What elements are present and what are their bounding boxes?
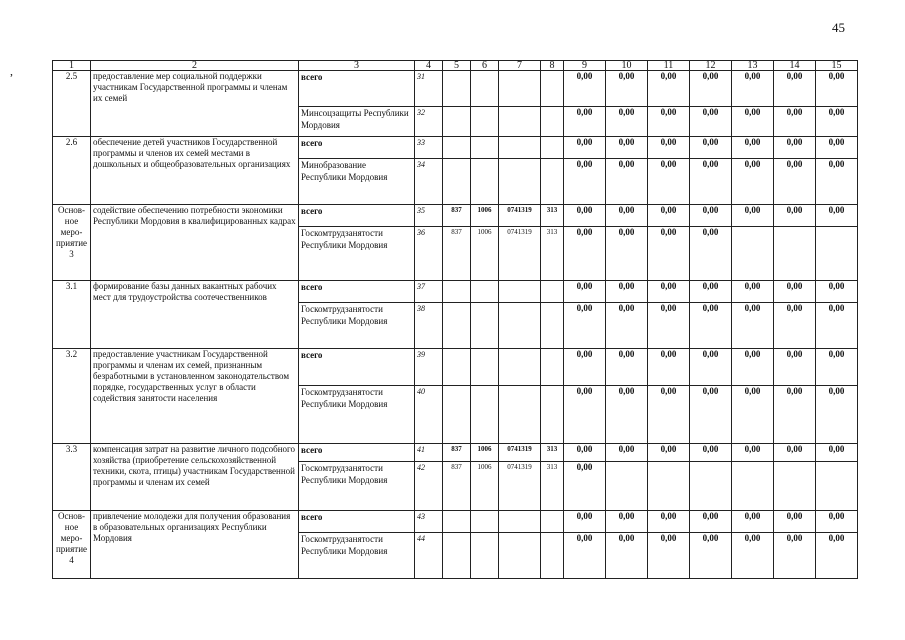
value-col-12: 0,00	[690, 511, 732, 533]
row-number: 31	[415, 71, 443, 107]
value-col-9: 0,00	[564, 349, 606, 386]
value-col-12: 0,00	[690, 71, 732, 107]
code-grbs	[443, 533, 471, 579]
code-vr	[541, 107, 564, 137]
responsible-executor: всего	[299, 281, 415, 303]
value-col-13: 0,00	[732, 71, 774, 107]
value-col-15: 0,00	[816, 107, 858, 137]
code-vr	[541, 281, 564, 303]
value-col-12: 0,00	[690, 349, 732, 386]
code-grbs	[443, 159, 471, 205]
responsible-executor: всего	[299, 511, 415, 533]
value-col-10: 0,00	[606, 107, 648, 137]
responsible-executor: Госкомтрудзанятости Республики Мордовия	[299, 303, 415, 349]
code-grbs	[443, 71, 471, 107]
code-rzpr	[471, 107, 499, 137]
code-grbs: 837	[443, 205, 471, 227]
row-number: 39	[415, 349, 443, 386]
value-col-12: 0,00	[690, 205, 732, 227]
code-grbs	[443, 107, 471, 137]
code-vr	[541, 159, 564, 205]
table-row	[53, 71, 858, 107]
header-cell-1: 1	[53, 61, 91, 71]
value-col-12: 0,00	[690, 386, 732, 444]
header-cell-15: 15	[816, 61, 858, 71]
value-col-12: 0,00	[690, 281, 732, 303]
value-col-10: 0,00	[606, 349, 648, 386]
value-col-14: 0,00	[774, 303, 816, 349]
row-number: 41	[415, 444, 443, 462]
value-col-15: 0,00	[816, 303, 858, 349]
value-col-9: 0,00	[564, 444, 606, 462]
code-grbs: 837	[443, 462, 471, 511]
value-col-11: 0,00	[648, 511, 690, 533]
code-grbs	[443, 386, 471, 444]
value-col-9: 0,00	[564, 137, 606, 159]
code-csr	[499, 511, 541, 533]
code-rzpr	[471, 137, 499, 159]
header-cell-4: 4	[415, 61, 443, 71]
code-grbs	[443, 349, 471, 386]
responsible-executor: Госкомтрудзанятости Республики Мордовия	[299, 533, 415, 579]
value-col-13: 0,00	[732, 444, 774, 462]
value-col-15	[816, 227, 858, 281]
responsible-executor: Госкомтрудзанятости Республики Мордовия	[299, 462, 415, 511]
page-number: 45	[832, 20, 845, 35]
code-csr: 0741319	[499, 205, 541, 227]
value-col-13: 0,00	[732, 107, 774, 137]
value-col-11: 0,00	[648, 227, 690, 281]
value-col-14: 0,00	[774, 159, 816, 205]
value-col-14	[774, 462, 816, 511]
value-col-15: 0,00	[816, 444, 858, 462]
code-vr	[541, 511, 564, 533]
value-col-10: 0,00	[606, 511, 648, 533]
value-col-10: 0,00	[606, 159, 648, 205]
value-col-13: 0,00	[732, 303, 774, 349]
value-col-14: 0,00	[774, 349, 816, 386]
header-cell-3: 3	[299, 61, 415, 71]
row-number: 35	[415, 205, 443, 227]
code-csr	[499, 281, 541, 303]
value-col-12	[690, 462, 732, 511]
value-col-11: 0,00	[648, 107, 690, 137]
code-grbs	[443, 303, 471, 349]
row-number: 38	[415, 303, 443, 349]
value-col-13	[732, 227, 774, 281]
value-col-13: 0,00	[732, 205, 774, 227]
code-rzpr	[471, 71, 499, 107]
value-col-9: 0,00	[564, 71, 606, 107]
code-rzpr	[471, 281, 499, 303]
value-col-15: 0,00	[816, 349, 858, 386]
value-col-10: 0,00	[606, 533, 648, 579]
row-number: 37	[415, 281, 443, 303]
value-col-14: 0,00	[774, 511, 816, 533]
value-col-15: 0,00	[816, 281, 858, 303]
value-col-11: 0,00	[648, 205, 690, 227]
responsible-executor: Госкомтрудзанятости Республики Мордовия	[299, 227, 415, 281]
code-vr: 313	[541, 227, 564, 281]
value-col-13: 0,00	[732, 511, 774, 533]
item-number: 3.2	[53, 349, 91, 444]
code-csr: 0741319	[499, 444, 541, 462]
item-number: 3.3	[53, 444, 91, 511]
value-col-13	[732, 462, 774, 511]
header-cell-10: 10	[606, 61, 648, 71]
value-col-13: 0,00	[732, 159, 774, 205]
responsible-executor: всего	[299, 205, 415, 227]
item-description: предоставление мер социальной поддержки участникам Государственной программы и членам их семей	[91, 71, 299, 137]
value-col-11: 0,00	[648, 137, 690, 159]
code-vr: 313	[541, 462, 564, 511]
value-col-12: 0,00	[690, 227, 732, 281]
responsible-executor: всего	[299, 349, 415, 386]
code-rzpr	[471, 386, 499, 444]
code-vr: 313	[541, 444, 564, 462]
code-vr	[541, 386, 564, 444]
code-rzpr	[471, 159, 499, 205]
responsible-executor: всего	[299, 137, 415, 159]
value-col-12: 0,00	[690, 107, 732, 137]
item-number: 3.1	[53, 281, 91, 349]
code-vr	[541, 349, 564, 386]
code-csr	[499, 533, 541, 579]
responsible-executor: всего	[299, 71, 415, 107]
code-grbs	[443, 511, 471, 533]
value-col-14: 0,00	[774, 107, 816, 137]
value-col-14: 0,00	[774, 533, 816, 579]
table-row	[53, 137, 858, 159]
item-number: 2.5	[53, 71, 91, 137]
value-col-15: 0,00	[816, 511, 858, 533]
stray-mark: ,	[10, 64, 13, 78]
value-col-10	[606, 462, 648, 511]
value-col-9: 0,00	[564, 205, 606, 227]
code-rzpr	[471, 533, 499, 579]
value-col-10: 0,00	[606, 303, 648, 349]
header-cell-14: 14	[774, 61, 816, 71]
code-csr	[499, 303, 541, 349]
value-col-15: 0,00	[816, 386, 858, 444]
value-col-10: 0,00	[606, 386, 648, 444]
code-vr	[541, 533, 564, 579]
table-row	[53, 511, 858, 533]
row-number: 34	[415, 159, 443, 205]
item-description: обеспечение детей участников Государственной программы и членов их семей местами в дошкольных и общеобразовательных организациях	[91, 137, 299, 205]
code-rzpr: 1006	[471, 227, 499, 281]
responsible-executor: Госкомтрудзанятости Республики Мордовия	[299, 386, 415, 444]
value-col-11	[648, 462, 690, 511]
value-col-11: 0,00	[648, 386, 690, 444]
value-col-11: 0,00	[648, 444, 690, 462]
table-row	[53, 281, 858, 303]
value-col-14: 0,00	[774, 281, 816, 303]
value-col-12: 0,00	[690, 444, 732, 462]
value-col-14: 0,00	[774, 205, 816, 227]
value-col-9: 0,00	[564, 227, 606, 281]
value-col-9: 0,00	[564, 281, 606, 303]
value-col-11: 0,00	[648, 71, 690, 107]
value-col-15: 0,00	[816, 159, 858, 205]
row-number: 32	[415, 107, 443, 137]
value-col-9: 0,00	[564, 303, 606, 349]
code-csr	[499, 386, 541, 444]
code-csr	[499, 349, 541, 386]
value-col-15: 0,00	[816, 533, 858, 579]
value-col-14: 0,00	[774, 71, 816, 107]
code-csr	[499, 107, 541, 137]
header-cell-5: 5	[443, 61, 471, 71]
code-rzpr: 1006	[471, 205, 499, 227]
value-col-10: 0,00	[606, 281, 648, 303]
row-number: 44	[415, 533, 443, 579]
code-grbs	[443, 137, 471, 159]
code-csr: 0741319	[499, 227, 541, 281]
item-number: Основ-ное меро-приятие 3	[53, 205, 91, 281]
value-col-10: 0,00	[606, 205, 648, 227]
row-number: 43	[415, 511, 443, 533]
row-number: 33	[415, 137, 443, 159]
row-number: 40	[415, 386, 443, 444]
value-col-9: 0,00	[564, 386, 606, 444]
item-description: компенсация затрат на развитие личного подсобного хозяйства (приобретение сельскохозяйственной техники, скота, птицы) участникам Государственной программы и членам их семей	[91, 444, 299, 511]
header-cell-11: 11	[648, 61, 690, 71]
item-number: 2.6	[53, 137, 91, 205]
header-cell-13: 13	[732, 61, 774, 71]
item-number: Основ-ное меро-приятие 4	[53, 511, 91, 579]
value-col-14: 0,00	[774, 137, 816, 159]
responsible-executor: Минобразование Республики Мордовия	[299, 159, 415, 205]
header-cell-9: 9	[564, 61, 606, 71]
item-description: содействие обеспечению потребности экономики Республики Мордовия в квалифицированных кадрах	[91, 205, 299, 281]
item-description: привлечение молодежи для получения образования в образовательных организациях Республики Мордовия	[91, 511, 299, 579]
row-number: 36	[415, 227, 443, 281]
value-col-15: 0,00	[816, 71, 858, 107]
code-csr: 0741319	[499, 462, 541, 511]
header-cell-12: 12	[690, 61, 732, 71]
header-cell-2: 2	[91, 61, 299, 71]
value-col-9: 0,00	[564, 533, 606, 579]
item-description: предоставление участникам Государственной программы и членам их семей, признанным безработными в установленном законодательством порядке, государственных услуг в области содействия занятости населения	[91, 349, 299, 444]
value-col-13: 0,00	[732, 349, 774, 386]
code-rzpr	[471, 303, 499, 349]
code-csr	[499, 137, 541, 159]
header-cell-8: 8	[541, 61, 564, 71]
table-row	[53, 444, 858, 462]
value-col-12: 0,00	[690, 137, 732, 159]
code-csr	[499, 71, 541, 107]
budget-table	[52, 60, 858, 579]
value-col-10: 0,00	[606, 137, 648, 159]
code-grbs: 837	[443, 444, 471, 462]
value-col-15: 0,00	[816, 137, 858, 159]
header-cell-6: 6	[471, 61, 499, 71]
responsible-executor: всего	[299, 444, 415, 462]
value-col-13: 0,00	[732, 137, 774, 159]
item-description: формирование базы данных вакантных рабочих мест для трудоустройства соотечественников	[91, 281, 299, 349]
value-col-12: 0,00	[690, 303, 732, 349]
responsible-executor: Минсоцзащиты Республики Мордовия	[299, 107, 415, 137]
value-col-13: 0,00	[732, 533, 774, 579]
value-col-14: 0,00	[774, 444, 816, 462]
value-col-9: 0,00	[564, 462, 606, 511]
value-col-9: 0,00	[564, 511, 606, 533]
header-row	[53, 61, 858, 71]
code-grbs: 837	[443, 227, 471, 281]
value-col-10: 0,00	[606, 227, 648, 281]
row-number: 42	[415, 462, 443, 511]
value-col-11: 0,00	[648, 533, 690, 579]
value-col-14	[774, 227, 816, 281]
code-vr	[541, 71, 564, 107]
code-rzpr: 1006	[471, 462, 499, 511]
code-vr	[541, 137, 564, 159]
value-col-12: 0,00	[690, 159, 732, 205]
code-grbs	[443, 281, 471, 303]
code-rzpr: 1006	[471, 444, 499, 462]
code-vr: 313	[541, 205, 564, 227]
value-col-12: 0,00	[690, 533, 732, 579]
value-col-11: 0,00	[648, 303, 690, 349]
value-col-15: 0,00	[816, 205, 858, 227]
value-col-14: 0,00	[774, 386, 816, 444]
code-rzpr	[471, 511, 499, 533]
value-col-9: 0,00	[564, 159, 606, 205]
code-vr	[541, 303, 564, 349]
value-col-13: 0,00	[732, 386, 774, 444]
value-col-10: 0,00	[606, 444, 648, 462]
value-col-15	[816, 462, 858, 511]
value-col-11: 0,00	[648, 349, 690, 386]
value-col-9: 0,00	[564, 107, 606, 137]
code-rzpr	[471, 349, 499, 386]
table-row	[53, 349, 858, 386]
value-col-13: 0,00	[732, 281, 774, 303]
value-col-11: 0,00	[648, 159, 690, 205]
table-row	[53, 205, 858, 227]
header-cell-7: 7	[499, 61, 541, 71]
code-csr	[499, 159, 541, 205]
value-col-10: 0,00	[606, 71, 648, 107]
value-col-11: 0,00	[648, 281, 690, 303]
